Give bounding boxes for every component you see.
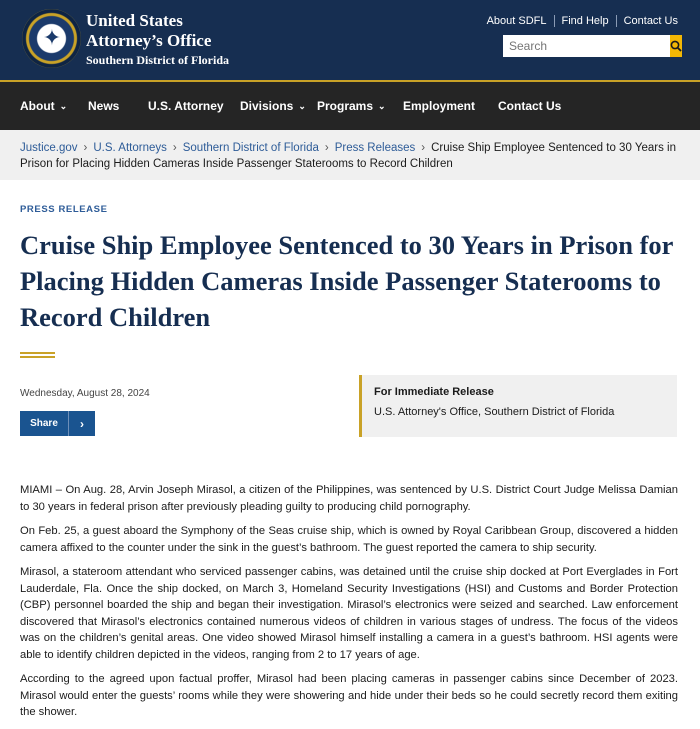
- find-help-link[interactable]: Find Help: [554, 15, 616, 27]
- nav-employment[interactable]: [403, 99, 498, 113]
- paragraph: On Feb. 25, a guest aboard the Symphony of the Seas cruise ship, which is owned by Royal Caribbean Group, discovered a hidden camera affixed to the counter under the sink in the guest’s bathroom. The guest reported the camera to ship security.: [20, 525, 678, 554]
- search-button[interactable]: [670, 35, 682, 57]
- breadcrumb-us-attorneys[interactable]: U.S. Attorneys: [93, 142, 167, 154]
- chevron-down-icon: ⌄: [298, 100, 306, 111]
- nav-label: About: [20, 99, 55, 113]
- nav-label: Programs: [317, 99, 374, 113]
- utility-links: [480, 15, 678, 27]
- release-title: For Immediate Release: [374, 386, 494, 398]
- press-release-tag: PRESS RELEASE: [20, 204, 108, 215]
- breadcrumb-press-releases[interactable]: Press Releases: [334, 142, 416, 154]
- site-header: [0, 0, 700, 82]
- eagle-icon: ✦: [42, 25, 62, 50]
- share-label: Share: [30, 418, 58, 429]
- about-sdfl-link[interactable]: About SDFL: [486, 15, 547, 27]
- nav-programs[interactable]: [317, 99, 403, 113]
- doj-seal-logo[interactable]: [22, 9, 81, 68]
- office-title-line3: Southern District of Florida: [86, 53, 229, 67]
- nav-about[interactable]: [20, 99, 88, 113]
- nav-label: Contact Us: [498, 99, 562, 113]
- search-box: [503, 35, 678, 57]
- nav-contact-us[interactable]: [498, 99, 561, 113]
- paragraph: Mirasol, a stateroom attendant who serviced passenger cabins, was detained until the cruise ship docked at Port Everglades in Fort Lauderdale, Fla. Once the ship docked, on March 3, Homeland Security Investigations (HSI) and Customs and Border Protection (CBP) personnel boarded the ship and began their investigation. Mirasol’s electronics were seized and searched. Law enforcement discovered that Mirasol’s electronics contained numerous videos of children in various stages of undress. The focus of the videos was on the children’s genital areas. One video showed Mirasol himself installing a camera in a guest’s bathroom. HSI agents were able to identify children depicted in the videos, ranging from 2 to 17 years of age.: [20, 566, 678, 661]
- release-source: U.S. Attorney's Office, Southern District of Florida: [374, 406, 615, 418]
- contact-us-link[interactable]: Contact Us: [616, 15, 678, 27]
- breadcrumb-justice-gov[interactable]: Justice.gov: [20, 142, 78, 154]
- share-button[interactable]: [20, 411, 95, 436]
- chevron-down-icon: ⌄: [378, 100, 386, 111]
- nav-label: News: [88, 99, 120, 113]
- search-input[interactable]: [503, 35, 670, 57]
- chevron-down-icon: ⌄: [59, 100, 68, 111]
- office-name[interactable]: [86, 11, 229, 68]
- office-title-line1: United States: [86, 11, 183, 30]
- main-nav: [0, 82, 700, 130]
- chevron-right-icon: ›: [68, 411, 95, 436]
- search-icon: [670, 40, 682, 52]
- chevron-right-icon: ›: [83, 142, 88, 154]
- breadcrumb-current: Cruise Ship Employee Sentenced to 30 Years in Prison for Placing Hidden Cameras Inside Passenger Staterooms to Record Children: [20, 142, 676, 170]
- breadcrumb: [0, 130, 700, 180]
- article-body: [20, 482, 678, 729]
- paragraph: According to the agreed upon factual proffer, Mirasol had been placing cameras in passenger cabins since December of 2023. Mirasol would enter the guests’ rooms while they were showering and hide under their beds so he could secretly record them exiting the shower.: [20, 673, 678, 718]
- nav-label: Employment: [403, 99, 476, 113]
- publish-date: Wednesday, August 28, 2024: [20, 388, 150, 399]
- nav-news[interactable]: [88, 99, 148, 113]
- nav-label: Divisions: [240, 99, 294, 113]
- title-divider: [20, 352, 55, 358]
- nav-us-attorney[interactable]: [148, 99, 240, 113]
- page-title: Cruise Ship Employee Sentenced to 30 Years in Prison for Placing Hidden Cameras Inside Passenger Staterooms to Record Children: [20, 230, 673, 332]
- chevron-right-icon: ›: [324, 142, 329, 154]
- release-box: [359, 375, 677, 437]
- nav-divisions[interactable]: [240, 99, 317, 113]
- office-title-line2: Attorney’s Office: [86, 31, 212, 50]
- chevron-right-icon: ›: [421, 142, 426, 154]
- breadcrumb-sdfl[interactable]: Southern District of Florida: [182, 142, 319, 154]
- paragraph: MIAMI – On Aug. 28, Arvin Joseph Mirasol, a citizen of the Philippines, was sentenced by U.S. District Court Judge Melissa Damian to 30 years in federal prison after previously pleading guilty to producing child pornography.: [20, 484, 678, 513]
- chevron-right-icon: ›: [172, 142, 177, 154]
- nav-label: U.S. Attorney: [148, 99, 224, 113]
